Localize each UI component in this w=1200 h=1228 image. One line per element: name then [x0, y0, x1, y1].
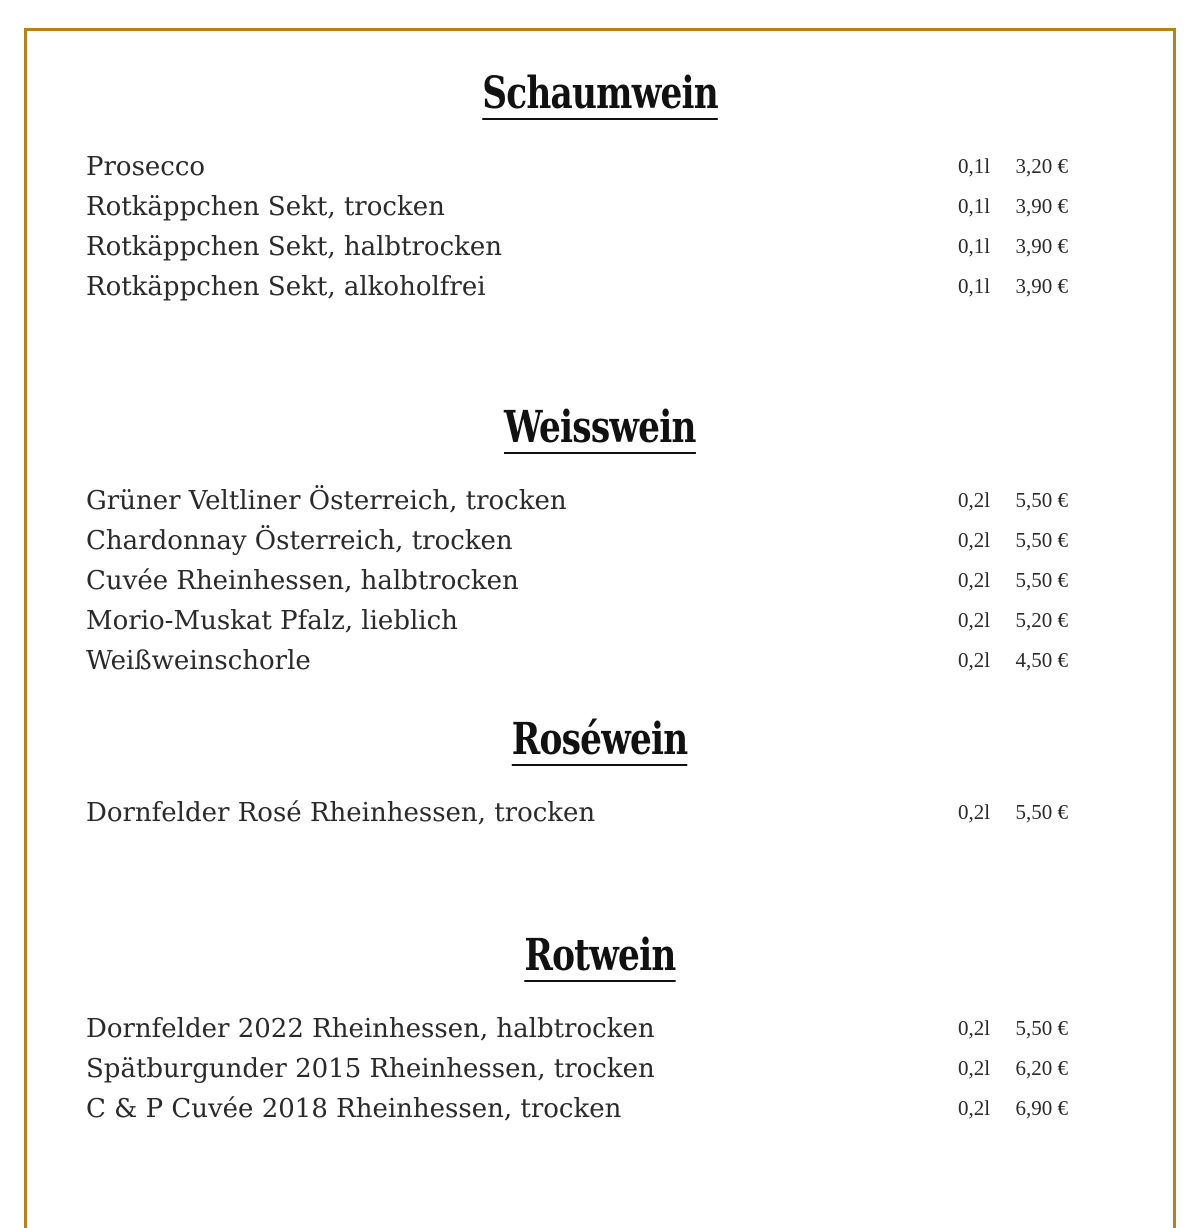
item-name: Weißweinschorle: [86, 646, 311, 676]
menu-item: [86, 528, 1070, 568]
item-name: Dornfelder Rosé Rheinhessen, trocken: [86, 798, 596, 828]
item-volume: 0,1l: [958, 274, 991, 298]
menu-item: [86, 274, 1070, 314]
menu-item: [86, 1016, 1070, 1056]
item-volume: 0,2l: [958, 1056, 991, 1080]
item-price: 3,90 €: [1015, 234, 1068, 258]
section-heading-weisswein: Weisswein: [504, 402, 696, 453]
menu-item: [86, 1056, 1070, 1096]
menu-item: [86, 800, 1070, 840]
item-price: 3,20 €: [1015, 154, 1068, 178]
item-price: 5,50 €: [1015, 488, 1068, 512]
menu-item: [86, 488, 1070, 528]
item-volume: 0,2l: [958, 608, 991, 632]
item-volume: 0,2l: [958, 648, 991, 672]
item-name: Rotkäppchen Sekt, halbtrocken: [86, 232, 503, 262]
item-volume: 0,2l: [958, 800, 991, 824]
item-name: Morio-Muskat Pfalz, lieblich: [86, 606, 458, 636]
item-price: 4,50 €: [1015, 648, 1068, 672]
item-name: Dornfelder 2022 Rheinhessen, halbtrocken: [86, 1014, 655, 1044]
item-volume: 0,2l: [958, 1016, 991, 1040]
menu-item: [86, 234, 1070, 274]
item-price: 5,50 €: [1015, 800, 1068, 824]
menu-item: [86, 1096, 1070, 1136]
item-volume: 0,1l: [958, 234, 991, 258]
item-price: 5,20 €: [1015, 608, 1068, 632]
item-name: Rotkäppchen Sekt, trocken: [86, 192, 445, 222]
item-volume: 0,2l: [958, 568, 991, 592]
section-heading-rotwein: Rotwein: [524, 930, 676, 981]
menu-item: [86, 154, 1070, 194]
item-volume: 0,1l: [958, 154, 991, 178]
item-price: 5,50 €: [1015, 528, 1068, 552]
item-volume: 0,2l: [958, 528, 991, 552]
item-price: 5,50 €: [1015, 568, 1068, 592]
menu-item: [86, 648, 1070, 688]
item-price: 6,90 €: [1015, 1096, 1068, 1120]
section-heading-schaumwein: Schaumwein: [482, 68, 718, 119]
item-name: Rotkäppchen Sekt, alkoholfrei: [86, 272, 486, 302]
item-name: Cuvée Rheinhessen, halbtrocken: [86, 566, 519, 596]
item-price: 6,20 €: [1015, 1056, 1068, 1080]
item-name: Grüner Veltliner Österreich, trocken: [86, 486, 567, 516]
item-price: 3,90 €: [1015, 274, 1068, 298]
item-name: Chardonnay Österreich, trocken: [86, 526, 513, 556]
menu-item: [86, 608, 1070, 648]
item-price: 3,90 €: [1015, 194, 1068, 218]
item-volume: 0,2l: [958, 488, 991, 512]
item-name: Prosecco: [86, 152, 206, 182]
menu-item: [86, 194, 1070, 234]
section-heading-rosewein: Roséwein: [512, 714, 688, 765]
item-name: Spätburgunder 2015 Rheinhessen, trocken: [86, 1054, 655, 1084]
menu-item: [86, 568, 1070, 608]
item-volume: 0,2l: [958, 1096, 991, 1120]
item-name: C & P Cuvée 2018 Rheinhessen, trocken: [86, 1094, 622, 1124]
item-volume: 0,1l: [958, 194, 991, 218]
item-price: 5,50 €: [1015, 1016, 1068, 1040]
